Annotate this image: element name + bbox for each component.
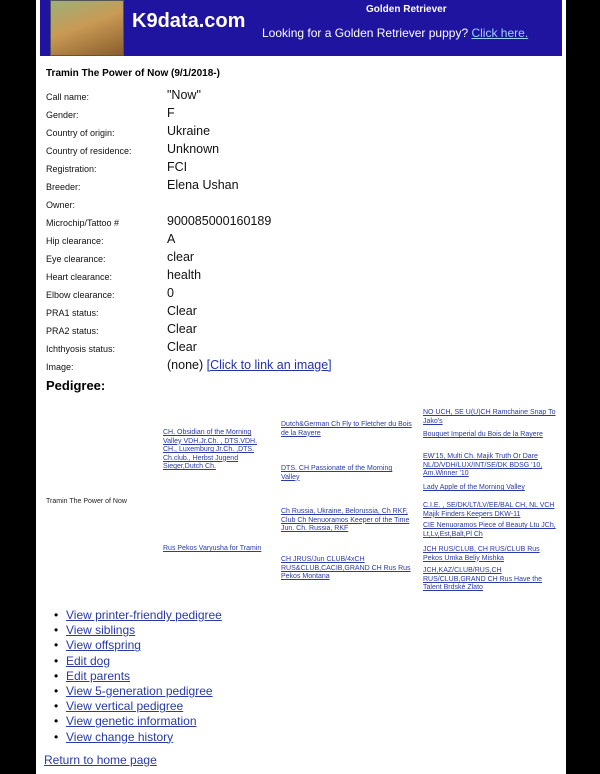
field-label: Eye clearance:: [46, 254, 106, 264]
edit-parents-link[interactable]: Edit parents: [66, 668, 131, 683]
field-label: Breeder:: [46, 182, 81, 192]
field-label: Heart clearance:: [46, 272, 113, 282]
site-logo[interactable]: K9data.com: [132, 10, 246, 32]
pedigree-gen3-7[interactable]: JCH RUS/CLUB, CH RUS/CLUB Rus Pekos Umka Beliy Mishka: [423, 546, 540, 562]
info-row-image: [46, 358, 566, 376]
field-label: PRA2 status:: [46, 326, 99, 336]
field-value: 900085000160189: [167, 214, 272, 228]
pedigree-gen3-8[interactable]: JCH,KAZ/CLUB/RUS,CH RUS/CLUB,GRAND CH Rus Have the Talent Brdské Zlato: [423, 567, 543, 592]
field-label: Microchip/Tattoo #: [46, 218, 120, 228]
click-here-link[interactable]: Click here.: [471, 26, 529, 40]
info-row-country-residence: [46, 142, 566, 160]
pedigree-heading: Pedigree:: [46, 378, 106, 393]
golden-retriever-photo[interactable]: [50, 0, 124, 56]
bullet-icon: •: [54, 714, 59, 729]
pedigree-gen3-6[interactable]: CIE Nenuoramos Piece of Beauty Ltu JCh, Lt,Lv,Est,Balt,Pl Ch: [423, 522, 556, 538]
field-value: Elena Ushan: [167, 178, 239, 192]
puppy-promo: [262, 26, 528, 40]
image-none-text: (none): [167, 358, 207, 372]
field-value: health: [167, 268, 202, 282]
info-row-call-name: [46, 88, 566, 106]
link-image-link[interactable]: [Click to link an image]: [206, 358, 332, 372]
pedigree-sire-dam[interactable]: DTS. CH Passionate of the Morning Valley: [281, 465, 393, 481]
dog-title: Tramin The Power of Now (9/1/2018-): [46, 68, 220, 79]
return-home-link[interactable]: Return to home page: [44, 753, 157, 767]
pedigree-sire-sire[interactable]: Dutch&German Ch Fly to Fletcher du Bois de la Rayere: [281, 421, 412, 437]
info-row-owner: [46, 196, 566, 214]
field-value: 0: [167, 286, 174, 300]
page: [36, 0, 566, 774]
field-value: clear: [167, 250, 195, 264]
five-generation-pedigree-link[interactable]: View 5-generation pedigree: [66, 683, 213, 698]
site-banner: [40, 0, 562, 56]
field-label: Owner:: [46, 200, 76, 210]
pedigree-dam[interactable]: Rus Pekos Varyusha for Tramin: [163, 545, 262, 552]
field-label: Ichthyosis status:: [46, 344, 116, 354]
field-label: PRA1 status:: [46, 308, 99, 318]
field-value: "Now": [167, 88, 201, 102]
bullet-icon: •: [54, 683, 59, 698]
info-row-pra1: [46, 304, 566, 322]
field-value: FCI: [167, 160, 188, 174]
vertical-pedigree-link[interactable]: View vertical pedigree: [66, 699, 184, 714]
field-label: Hip clearance:: [46, 236, 104, 246]
field-label: Call name:: [46, 92, 90, 102]
field-value: Clear: [167, 322, 197, 336]
genetic-information-link[interactable]: View genetic information: [66, 714, 197, 729]
field-label: Registration:: [46, 164, 97, 174]
bullet-icon: •: [54, 699, 59, 714]
breed-label: Golden Retriever: [366, 4, 447, 15]
info-row-pra2: [46, 322, 566, 340]
info-row-heart: [46, 268, 566, 286]
pedigree-dam-dam[interactable]: CH JRUS/Jun CLUB/4xCH RUS&CLUB,CACIB,GRAND CH Rus Rus Pekos Montana: [281, 556, 411, 581]
bullet-icon: •: [54, 653, 59, 668]
info-row-country-origin: [46, 124, 566, 142]
field-label: Country of origin:: [46, 128, 115, 138]
offspring-link[interactable]: View offspring: [66, 638, 141, 653]
bullet-icon: •: [54, 729, 59, 744]
info-row-breeder: [46, 178, 566, 196]
field-value: F: [167, 106, 175, 120]
info-row-gender: [46, 106, 566, 124]
change-history-link[interactable]: View change history: [66, 729, 174, 744]
info-row-microchip: [46, 214, 566, 232]
field-value: Ukraine: [167, 124, 211, 138]
pedigree-sire[interactable]: CH. Obsidian of the Morning Valley VDH.Jr.Ch. , DTS.VDH. CH., Luxemburg Jr.Ch. ,DTS. Ch.club., Herbst Jugend Sieger,Dutch Ch.: [163, 429, 258, 471]
bullet-icon: •: [54, 623, 59, 638]
field-label: Elbow clearance:: [46, 290, 115, 300]
siblings-link[interactable]: View siblings: [66, 623, 136, 638]
bullet-icon: •: [54, 638, 59, 653]
info-row-registration: [46, 160, 566, 178]
pedigree-gen3-5[interactable]: C.I.E. , SE/DK/LT/LV/EE/BAL CH, NL VCH Majik Finders Keepers DKW-11: [423, 502, 555, 518]
info-row-ichthyosis: [46, 340, 566, 358]
pedigree-dam-sire[interactable]: Ch Russia, Ukraine, Belorussia, Ch RKF, Club Ch Nenuoramos Keeper of the Time Jun. Ch. Russia, RKF: [281, 508, 410, 533]
field-label: Country of residence:: [46, 146, 132, 156]
edit-dog-link[interactable]: Edit dog: [66, 653, 111, 668]
bullet-icon: •: [54, 668, 59, 683]
pedigree-gen3-1[interactable]: NO UCH, SE U(U)CH Ramchaine Snap To Jako's: [423, 409, 556, 425]
field-value: Clear: [167, 340, 197, 354]
bullet-icon: •: [54, 608, 59, 622]
field-label: Image:: [46, 362, 74, 372]
pedigree-gen3-3[interactable]: EW'15, Multi Ch. Majik Truth Or Dare NL/D/VDH/LUX/INT/SE/DK BDSG '10, Am.Winner '10: [423, 453, 543, 478]
pedigree-subject: Tramin The Power of Now: [46, 498, 127, 505]
pedigree-gen3-4[interactable]: Lady Apple of the Morning Valley: [423, 484, 525, 491]
info-row-eye: [46, 250, 566, 268]
field-label: Gender:: [46, 110, 79, 120]
info-row-elbow: [46, 286, 566, 304]
printer-friendly-pedigree-link[interactable]: View printer-friendly pedigree: [66, 608, 222, 622]
field-value: A: [167, 232, 176, 246]
field-value: Clear: [167, 304, 197, 318]
puppy-promo-text: Looking for a Golden Retriever puppy?: [262, 26, 472, 40]
field-value: [167, 358, 332, 372]
field-value: Unknown: [167, 142, 220, 156]
pedigree-gen3-2[interactable]: Bouquet Imperial du Bois de la Rayere: [423, 431, 543, 438]
info-row-hip: [46, 232, 566, 250]
